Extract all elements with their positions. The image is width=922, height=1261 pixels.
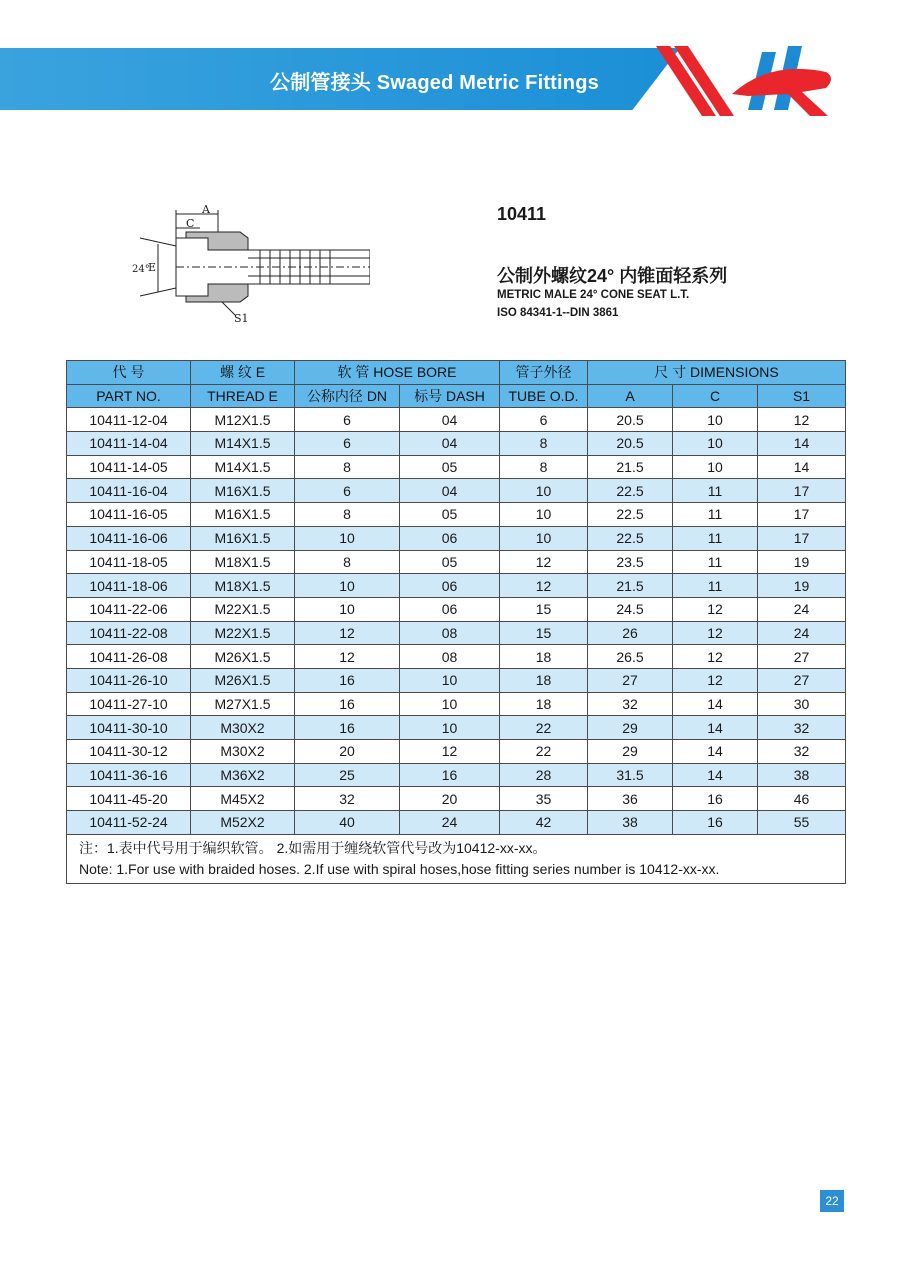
table-cell: M12X1.5 (191, 408, 295, 432)
table-cell: 14 (673, 740, 758, 764)
table-cell: 10 (295, 574, 400, 598)
table-cell: 10 (673, 408, 758, 432)
header-thread: 螺 纹 E (191, 361, 295, 385)
table-cell: 08 (400, 645, 500, 669)
label-a: A (202, 203, 210, 216)
table-row (67, 716, 846, 740)
table-cell: M16X1.5 (191, 526, 295, 550)
table-cell: M14X1.5 (191, 455, 295, 479)
table-cell: 12 (500, 574, 588, 598)
table-cell: M18X1.5 (191, 574, 295, 598)
table-cell: 16 (400, 763, 500, 787)
table-cell: 06 (400, 597, 500, 621)
table-cell: 11 (673, 574, 758, 598)
table-cell: 10411-36-16 (67, 763, 191, 787)
table-cell: 16 (673, 787, 758, 811)
header-s1: S1 (758, 384, 846, 408)
table-row (67, 574, 846, 598)
product-name-en: METRIC MALE 24° CONE SEAT L.T. (497, 289, 690, 301)
table-cell: 17 (758, 503, 846, 527)
table-header-row-2 (67, 384, 846, 408)
page-title: 公制管接头 Swaged Metric Fittings (270, 72, 599, 94)
table-cell: 8 (500, 432, 588, 456)
header-thread-e: THREAD E (191, 384, 295, 408)
table-cell: 10 (500, 503, 588, 527)
table-cell: 18 (500, 668, 588, 692)
table-cell: 12 (758, 408, 846, 432)
table-cell: 06 (400, 526, 500, 550)
table-cell: M30X2 (191, 716, 295, 740)
table-cell: 10 (500, 479, 588, 503)
table-cell: 04 (400, 408, 500, 432)
table-cell: M18X1.5 (191, 550, 295, 574)
table-cell: 05 (400, 550, 500, 574)
table-cell: 14 (758, 455, 846, 479)
table-cell: 10411-18-06 (67, 574, 191, 598)
table-cell: 10411-52-24 (67, 811, 191, 835)
table-cell: M36X2 (191, 763, 295, 787)
table-row (67, 763, 846, 787)
table-cell: 10411-16-04 (67, 479, 191, 503)
table-cell: 27 (758, 668, 846, 692)
table-cell: 12 (673, 645, 758, 669)
table-cell: 16 (673, 811, 758, 835)
brand-logo (650, 38, 840, 120)
label-s1: S1 (234, 312, 249, 325)
spec-table (66, 360, 846, 884)
table-cell: 20.5 (588, 408, 673, 432)
table-cell: 17 (758, 479, 846, 503)
table-cell: 6 (295, 408, 400, 432)
product-standard: ISO 84341-1--DIN 3861 (497, 307, 619, 319)
table-cell: 12 (500, 550, 588, 574)
table-cell: 17 (758, 526, 846, 550)
table-cell: 55 (758, 811, 846, 835)
table-cell: 10 (673, 432, 758, 456)
table-cell: 08 (400, 621, 500, 645)
table-cell: 10411-14-05 (67, 455, 191, 479)
header-part-no: PART NO. (67, 384, 191, 408)
table-cell: M26X1.5 (191, 668, 295, 692)
table-cell: 6 (295, 432, 400, 456)
table-cell: 05 (400, 503, 500, 527)
table-cell: M14X1.5 (191, 432, 295, 456)
fitting-drawing (130, 198, 370, 326)
table-row (67, 645, 846, 669)
table-cell: 10411-30-10 (67, 716, 191, 740)
table-cell: 10411-26-10 (67, 668, 191, 692)
header-code: 代 号 (67, 361, 191, 385)
table-cell: 21.5 (588, 455, 673, 479)
table-cell: 11 (673, 550, 758, 574)
table-cell: M22X1.5 (191, 597, 295, 621)
table-cell: 12 (673, 621, 758, 645)
table-cell: 29 (588, 716, 673, 740)
table-cell: 10411-18-05 (67, 550, 191, 574)
table-row (67, 740, 846, 764)
table-cell: 30 (758, 692, 846, 716)
table-cell: 8 (295, 455, 400, 479)
table-cell: 10411-22-06 (67, 597, 191, 621)
table-cell: 10411-27-10 (67, 692, 191, 716)
table-cell: 22 (500, 716, 588, 740)
product-name-cn: 公制外螺纹24° 内锥面轻系列 (497, 266, 728, 286)
table-cell: 10 (295, 597, 400, 621)
table-cell: 20.5 (588, 432, 673, 456)
table-row (67, 787, 846, 811)
table-cell: 04 (400, 432, 500, 456)
table-cell: 21.5 (588, 574, 673, 598)
table-cell: 23.5 (588, 550, 673, 574)
header-tube-od: TUBE O.D. (500, 384, 588, 408)
label-angle: 24° (132, 264, 150, 275)
table-cell: 27 (758, 645, 846, 669)
page-number: 22 (820, 1190, 844, 1212)
table-cell: 27 (588, 668, 673, 692)
table-cell: 04 (400, 479, 500, 503)
table-cell: 16 (295, 716, 400, 740)
table-cell: M45X2 (191, 787, 295, 811)
table-row (67, 408, 846, 432)
table-cell: 10411-16-06 (67, 526, 191, 550)
table-cell: 10 (673, 455, 758, 479)
table-cell: 20 (400, 787, 500, 811)
table-cell: 11 (673, 526, 758, 550)
table-cell: 10411-22-08 (67, 621, 191, 645)
table-cell: 14 (673, 716, 758, 740)
table-cell: 32 (295, 787, 400, 811)
label-c: C (186, 217, 195, 230)
table-cell: 24 (758, 621, 846, 645)
table-cell: 12 (673, 597, 758, 621)
table-cell: 6 (295, 479, 400, 503)
table-cell: 10 (400, 692, 500, 716)
header-tube-od-cn: 管子外径 (500, 361, 588, 385)
table-cell: 12 (400, 740, 500, 764)
table-cell: 46 (758, 787, 846, 811)
table-row (67, 479, 846, 503)
table-cell: 22.5 (588, 479, 673, 503)
table-cell: M22X1.5 (191, 621, 295, 645)
table-cell: 11 (673, 479, 758, 503)
table-cell: 19 (758, 550, 846, 574)
table-notes (67, 834, 846, 883)
table-cell: 10 (400, 716, 500, 740)
table-cell: 32 (588, 692, 673, 716)
table-cell: 10411-16-05 (67, 503, 191, 527)
table-cell: 10411-45-20 (67, 787, 191, 811)
table-cell: 19 (758, 574, 846, 598)
table-cell: 06 (400, 574, 500, 598)
table-cell: 18 (500, 692, 588, 716)
header-hose-bore: 软 管 HOSE BORE (295, 361, 500, 385)
label-e: E (148, 261, 157, 274)
table-cell: 15 (500, 597, 588, 621)
note-cn: 注：1.表中代号用于编织软管。 2.如需用于缠绕软管代号改为10412-xx-xx。 (79, 839, 547, 856)
table-cell: M16X1.5 (191, 479, 295, 503)
table-cell: M16X1.5 (191, 503, 295, 527)
table-row (67, 432, 846, 456)
table-cell: M52X2 (191, 811, 295, 835)
table-row (67, 550, 846, 574)
table-cell: 14 (758, 432, 846, 456)
table-cell: 38 (758, 763, 846, 787)
table-row (67, 597, 846, 621)
header-dash: 标号 DASH (400, 384, 500, 408)
part-code: 10411 (497, 204, 547, 224)
table-cell: 8 (295, 550, 400, 574)
table-cell: 22.5 (588, 503, 673, 527)
table-row (67, 526, 846, 550)
table-cell: 35 (500, 787, 588, 811)
table-cell: 10 (500, 526, 588, 550)
table-row (67, 503, 846, 527)
table-cell: 10 (295, 526, 400, 550)
table-row (67, 455, 846, 479)
table-cell: 16 (295, 692, 400, 716)
table-cell: 18 (500, 645, 588, 669)
table-cell: 10411-12-04 (67, 408, 191, 432)
table-cell: 14 (673, 763, 758, 787)
table-cell: 11 (673, 503, 758, 527)
table-cell: 24.5 (588, 597, 673, 621)
table-cell: 24 (758, 597, 846, 621)
table-cell: 10411-30-12 (67, 740, 191, 764)
table-cell: 38 (588, 811, 673, 835)
table-cell: 22 (500, 740, 588, 764)
table-cell: 26.5 (588, 645, 673, 669)
table-cell: M27X1.5 (191, 692, 295, 716)
table-cell: 12 (295, 621, 400, 645)
table-cell: 8 (295, 503, 400, 527)
table-cell: 24 (400, 811, 500, 835)
table-cell: 15 (500, 621, 588, 645)
table-cell: 40 (295, 811, 400, 835)
table-cell: M30X2 (191, 740, 295, 764)
table-cell: 32 (758, 716, 846, 740)
table-row (67, 621, 846, 645)
table-cell: 16 (295, 668, 400, 692)
table-cell: 32 (758, 740, 846, 764)
table-row (67, 692, 846, 716)
table-cell: 26 (588, 621, 673, 645)
table-cell: 12 (295, 645, 400, 669)
table-cell: 8 (500, 455, 588, 479)
table-cell: 10411-14-04 (67, 432, 191, 456)
table-cell: 20 (295, 740, 400, 764)
table-cell: 05 (400, 455, 500, 479)
table-cell: 10 (400, 668, 500, 692)
table-cell: 6 (500, 408, 588, 432)
table-row (67, 811, 846, 835)
header-dn: 公称内径 DN (295, 384, 400, 408)
table-cell: 31.5 (588, 763, 673, 787)
table-cell: 42 (500, 811, 588, 835)
table-cell: 25 (295, 763, 400, 787)
table-cell: 10411-26-08 (67, 645, 191, 669)
table-header-row-1 (67, 361, 846, 385)
table-cell: 22.5 (588, 526, 673, 550)
table-cell: M26X1.5 (191, 645, 295, 669)
table-cell: 12 (673, 668, 758, 692)
table-cell: 36 (588, 787, 673, 811)
header-c: C (673, 384, 758, 408)
header-a: A (588, 384, 673, 408)
header-dimensions: 尺 寸 DIMENSIONS (588, 361, 846, 385)
table-cell: 14 (673, 692, 758, 716)
table-row (67, 668, 846, 692)
note-en: Note: 1.For use with braided hoses. 2.If use with spiral hoses,hose fitting series number is 10412-xx-xx. (79, 860, 720, 877)
table-cell: 29 (588, 740, 673, 764)
table-cell: 28 (500, 763, 588, 787)
